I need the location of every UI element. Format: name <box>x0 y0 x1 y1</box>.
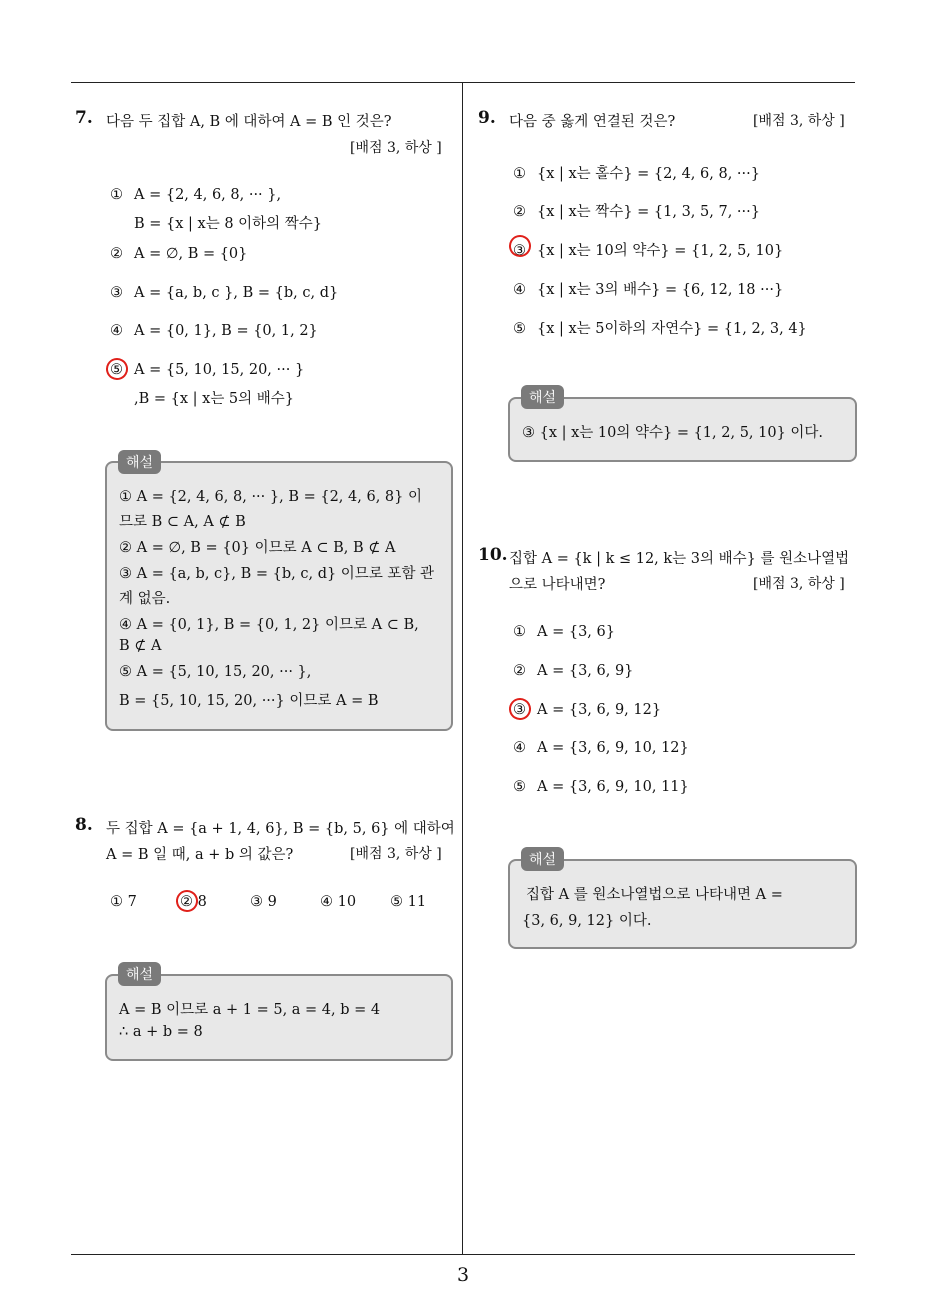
option-5[interactable]: ⑤ 11 <box>390 894 427 910</box>
option-text: A = {5, 10, 15, 20, ··· } <box>134 362 305 378</box>
option-text: {x | x는 10의 약수} = {1, 2, 5, 10} <box>537 243 784 259</box>
option-mark: ④ <box>513 740 526 756</box>
explanation-line: ② A = ∅, B = {0} 이므로 A ⊂ B, B ⊄ A <box>119 540 396 556</box>
answer-circle <box>507 696 534 723</box>
question-text-line2: 으로 나타내면? <box>509 577 606 593</box>
option-1[interactable] <box>513 624 615 640</box>
question-text: 두 집합 A = {a + 1, 4, 6}, B = {b, 5, 6} 에 대하여 <box>106 821 455 837</box>
option-1[interactable] <box>513 162 760 183</box>
answer-circle <box>104 356 131 383</box>
option-text: {x | x는 3의 배수} = {6, 12, 18 ···} <box>537 282 784 298</box>
option-text: A = ∅, B = {0} <box>134 246 248 262</box>
explanation-line: ④ A = {0, 1}, B = {0, 1, 2} 이므로 A ⊂ B, <box>119 617 419 633</box>
option-2[interactable] <box>513 663 633 679</box>
option-text: A = {3, 6, 9} <box>537 663 634 679</box>
option-mark: ③ <box>513 243 526 259</box>
score-label: [배점 3, 하상 ] <box>753 576 845 592</box>
option-5[interactable] <box>110 362 304 378</box>
option-mark: ② <box>513 204 526 220</box>
option-mark: ③ <box>110 285 123 301</box>
question-number: 9. <box>478 108 496 128</box>
explanation-line: 므로 B ⊂ A, A ⊄ B <box>119 514 246 530</box>
explanation-tag: 해설 <box>118 450 161 474</box>
explanation-line: {3, 6, 9, 12} 이다. <box>522 913 652 929</box>
option-mark: ⑤ <box>513 779 526 795</box>
score-label: [배점 3, 하상 ] <box>753 113 845 129</box>
explanation-box <box>105 461 453 731</box>
page-number: 3 <box>456 1264 470 1286</box>
option-mark: ④ <box>110 323 123 339</box>
option-3[interactable] <box>513 702 661 718</box>
option-mark: ① <box>513 624 526 640</box>
explanation-box <box>508 859 857 949</box>
question-text: 다음 중 옳게 연결된 것은? <box>509 114 676 130</box>
option-mark: ① <box>513 166 526 182</box>
explanation-line: ① A = {2, 4, 6, 8, ··· }, B = {2, 4, 6, 8} 이 <box>119 489 422 505</box>
option-2[interactable]: ② 8 <box>180 894 207 910</box>
explanation-line: ⑤ A = {5, 10, 15, 20, ··· }, <box>119 664 312 680</box>
column-divider <box>462 82 463 1255</box>
option-1[interactable] <box>110 187 281 203</box>
option-1-line2: B = {x | x는 8 이하의 짝수} <box>134 216 323 232</box>
explanation-line: B ⊄ A <box>119 638 162 654</box>
option-mark: ② <box>513 663 526 679</box>
option-4[interactable]: ④ 10 <box>320 894 357 910</box>
option-text: A = {3, 6, 9, 10, 11} <box>537 779 689 795</box>
option-text: A = {2, 4, 6, 8, ··· }, <box>134 187 282 203</box>
question-text-line2: A = B 일 때, a + b 의 값은? <box>106 847 294 863</box>
question-text: 다음 두 집합 A, B 에 대하여 A = B 인 것은? <box>106 114 392 130</box>
option-text: {x | x는 5이하의 자연수} = {1, 2, 3, 4} <box>537 321 807 337</box>
question-number: 8. <box>75 815 93 835</box>
option-5-line2: ,B = {x | x는 5의 배수} <box>134 391 295 407</box>
option-mark: ① <box>110 187 123 203</box>
option-text: A = {3, 6, 9, 12} <box>537 702 662 718</box>
explanation-line: ③ A = {a, b, c}, B = {b, c, d} 이므로 포함 관 <box>119 566 435 582</box>
top-rule <box>71 82 855 83</box>
explanation-tag: 해설 <box>521 847 564 871</box>
option-text: A = {3, 6} <box>537 624 615 640</box>
option-text: A = {0, 1}, B = {0, 1, 2} <box>134 323 318 339</box>
option-3[interactable] <box>110 285 338 301</box>
question-text: 집합 A = {k | k ≤ 12, k는 3의 배수} 를 원소나열법 <box>509 551 850 567</box>
option-2[interactable] <box>513 200 760 221</box>
option-mark: ④ <box>513 282 526 298</box>
explanation-tag: 해설 <box>118 962 161 986</box>
explanation-line: ∴ a + b = 8 <box>119 1024 203 1040</box>
explanation-line: A = B 이므로 a + 1 = 5, a = 4, b = 4 <box>119 1002 381 1018</box>
explanation-line: 집합 A 를 원소나열법으로 나타내면 A = <box>526 887 783 903</box>
option-5[interactable] <box>513 779 689 795</box>
option-text: {x | x는 홀수} = {2, 4, 6, 8, ···} <box>537 166 760 182</box>
option-text: A = {3, 6, 9, 10, 12} <box>537 740 689 756</box>
option-3[interactable] <box>513 239 783 260</box>
option-mark: ⑤ <box>110 362 123 378</box>
option-text: {x | x는 짝수} = {1, 3, 5, 7, ···} <box>537 204 760 220</box>
option-2[interactable] <box>110 246 247 262</box>
option-3[interactable]: ③ 9 <box>250 894 277 910</box>
option-4[interactable] <box>110 323 318 339</box>
question-number: 10. <box>478 545 508 565</box>
explanation-line: B = {5, 10, 15, 20, ···} 이므로 A = B <box>119 693 379 709</box>
score-label: [배점 3, 하상 ] <box>350 846 442 862</box>
explanation-line: 계 없음. <box>119 591 171 607</box>
explanation-line: ③ {x | x는 10의 약수} = {1, 2, 5, 10} 이다. <box>522 425 824 441</box>
question-number: 7. <box>75 108 93 128</box>
explanation-tag: 해설 <box>521 385 564 409</box>
option-5[interactable] <box>513 317 807 338</box>
option-mark: ⑤ <box>513 321 526 337</box>
option-4[interactable] <box>513 278 783 299</box>
option-1[interactable]: ① 7 <box>110 894 137 910</box>
option-mark: ② <box>110 246 123 262</box>
option-4[interactable] <box>513 740 689 756</box>
option-text: A = {a, b, c }, B = {b, c, d} <box>134 285 339 301</box>
option-mark: ③ <box>513 702 526 718</box>
score-label: [배점 3, 하상 ] <box>350 140 442 156</box>
explanation-box <box>105 974 453 1061</box>
bottom-rule <box>71 1254 855 1255</box>
answer-circle <box>174 888 201 915</box>
